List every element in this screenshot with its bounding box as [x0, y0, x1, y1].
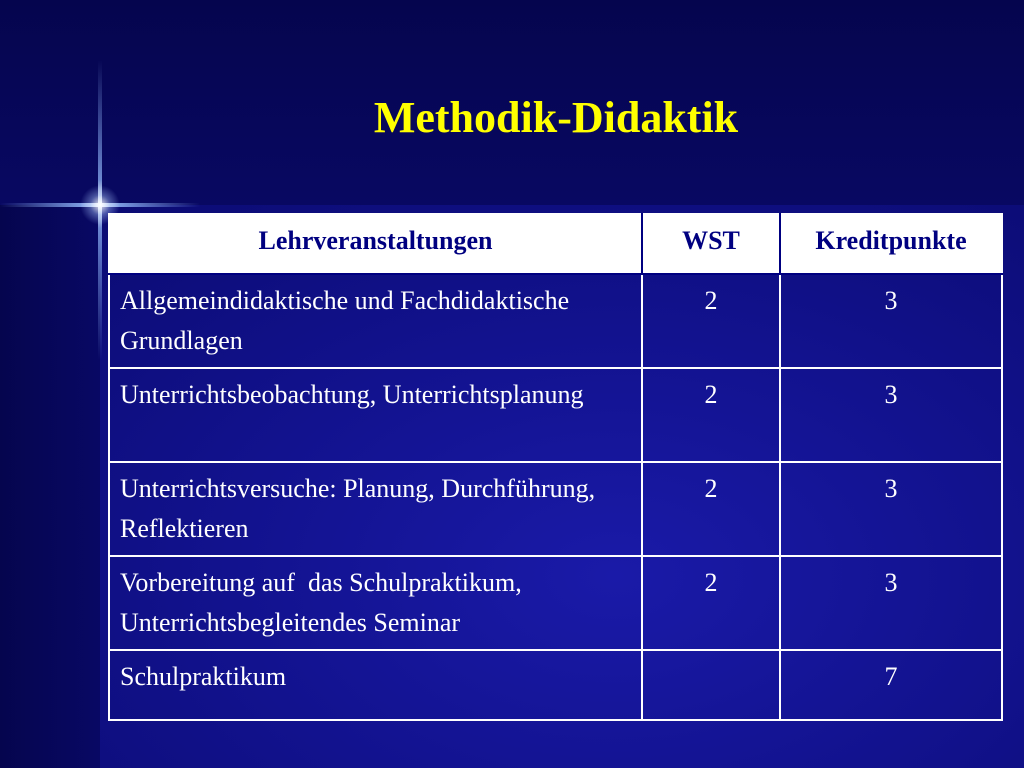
course-name: Vorbereitung auf das Schulpraktikum, Unterrichtsbegleitendes Seminar — [109, 556, 642, 650]
wst-value — [642, 650, 780, 720]
slide-title: Methodik-Didaktik — [373, 93, 739, 142]
wst-value: 2 — [642, 368, 780, 462]
course-name: Schulpraktikum — [109, 650, 642, 720]
credits-value: 3 — [780, 462, 1002, 556]
header-wst: WST — [642, 214, 780, 274]
table-row — [109, 650, 1002, 720]
course-table — [108, 213, 1003, 721]
course-name: Unterrichtsbeobachtung, Unterrichtsplanung — [109, 368, 642, 462]
credits-value: 3 — [780, 556, 1002, 650]
table-header-row — [109, 214, 1002, 274]
course-name: Allgemeindidaktische und Fachdidaktische Grundlagen — [109, 274, 642, 368]
credits-value: 7 — [780, 650, 1002, 720]
header-credits: Kreditpunkte — [780, 214, 1002, 274]
header-courses: Lehrveranstaltungen — [109, 214, 642, 274]
course-name: Unterrichtsversuche: Planung, Durchführung, Reflektieren — [109, 462, 642, 556]
credits-value: 3 — [780, 274, 1002, 368]
wst-value: 2 — [642, 274, 780, 368]
table-row — [109, 274, 1002, 368]
table-row — [109, 556, 1002, 650]
table-row — [109, 368, 1002, 462]
left-band — [0, 205, 100, 768]
table-row — [109, 462, 1002, 556]
wst-value: 2 — [642, 462, 780, 556]
credits-value: 3 — [780, 368, 1002, 462]
wst-value: 2 — [642, 556, 780, 650]
